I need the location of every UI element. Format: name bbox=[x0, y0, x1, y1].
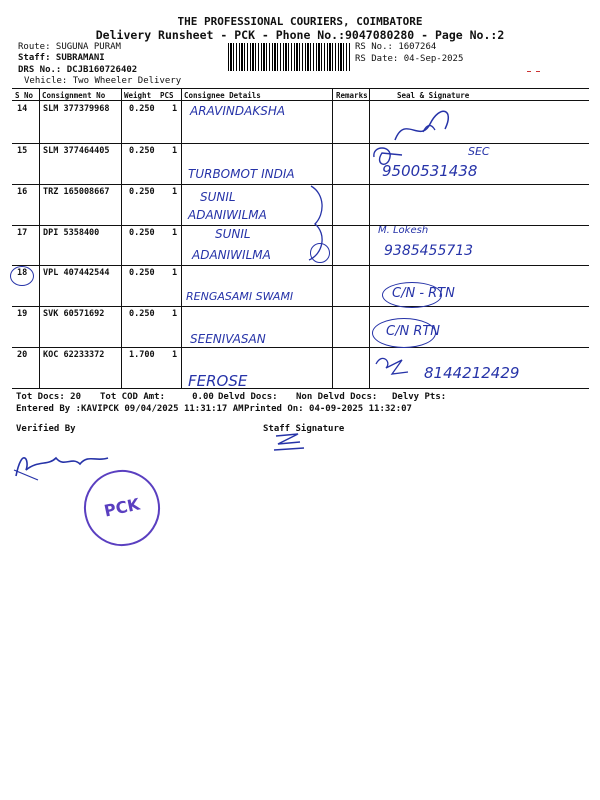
row-weight: 0.250 bbox=[129, 268, 155, 278]
company-title: THE PROFESSIONAL COURIERS, COIMBATORE bbox=[177, 15, 423, 28]
staff-signature-mark bbox=[270, 430, 310, 454]
col-sno: S No bbox=[15, 91, 34, 100]
col-remarks: Remarks bbox=[336, 91, 368, 100]
hand-consignee-20: FEROSE bbox=[188, 372, 248, 390]
row-sno: 16 bbox=[17, 187, 28, 197]
row-divider bbox=[12, 143, 589, 144]
row-consignment: KOC 62233372 bbox=[43, 350, 105, 360]
row-pcs: 1 bbox=[172, 146, 178, 156]
hand-consignee-18: RENGASAMI SWAMI bbox=[186, 290, 294, 303]
col-weight: Weight bbox=[124, 91, 152, 100]
row-weight: 0.250 bbox=[129, 187, 155, 197]
pck-stamp: PCK bbox=[77, 463, 167, 553]
hand-seal-20: 8144212429 bbox=[424, 364, 520, 382]
row-consignment: SLM 377379968 bbox=[43, 104, 110, 114]
row-divider bbox=[12, 306, 589, 307]
row-pcs: 1 bbox=[172, 268, 178, 278]
row-divider bbox=[12, 265, 589, 266]
row-sno: 14 bbox=[17, 104, 28, 114]
row-consignment: TRZ 165008667 bbox=[43, 187, 110, 197]
hand-seal-18: C/N - RTN bbox=[392, 286, 455, 301]
col-seal: Seal & Signature bbox=[397, 91, 470, 100]
entered-by: Entered By :KAVIPCK 09/04/2025 11:31:17 AM bbox=[16, 404, 244, 414]
row-consignment: SLM 377464405 bbox=[43, 146, 110, 156]
tot-docs: Tot Docs: 20 bbox=[16, 392, 82, 402]
row-sno: 15 bbox=[17, 146, 28, 156]
row-weight: 1.700 bbox=[129, 350, 155, 360]
row-sno: 18 bbox=[17, 268, 28, 278]
barcode bbox=[228, 43, 350, 71]
signature-20 bbox=[372, 352, 412, 380]
tot-cod: Tot COD Amt: 0.00 bbox=[100, 392, 214, 402]
non-delvd-docs: Non Delvd Docs: bbox=[296, 392, 378, 402]
staff-label: Staff: SUBRAMANI bbox=[18, 53, 105, 63]
row-pcs: 1 bbox=[172, 228, 178, 238]
route-label: Route: SUGUNA PURAM bbox=[18, 42, 121, 52]
row-weight: 0.250 bbox=[129, 104, 155, 114]
hand-seal-15-a: SEC bbox=[468, 145, 490, 158]
staff-signature-label: Staff Signature bbox=[263, 424, 345, 434]
verified-by-label: Verified By bbox=[16, 424, 76, 434]
rs-date: RS Date: 04-Sep-2025 bbox=[355, 54, 464, 64]
col-pcs: PCS bbox=[160, 91, 174, 100]
hand-seal-17-a: M. Lokesh bbox=[378, 225, 429, 236]
delvd-docs: Delvd Docs: bbox=[218, 392, 278, 402]
row-pcs: 1 bbox=[172, 350, 178, 360]
row-sno: 17 bbox=[17, 228, 28, 238]
row-weight: 0.250 bbox=[129, 309, 155, 319]
runsheet-title: Delivery Runsheet - PCK - Phone No.:9047080280 - Page No.:2 bbox=[95, 28, 505, 42]
circle-mark bbox=[310, 243, 330, 263]
row-weight: 0.250 bbox=[129, 228, 155, 238]
hand-seal-19: C/N RTN bbox=[386, 324, 441, 339]
printed-on: Printed On: 04-09-2025 11:32:07 bbox=[244, 404, 412, 414]
col-consignment: Consignment No bbox=[42, 91, 106, 100]
row-consignment: VPL 407442544 bbox=[43, 268, 110, 278]
row-sno: 19 bbox=[17, 309, 28, 319]
hand-consignee-14: ARAVINDAKSHA bbox=[190, 104, 286, 118]
hand-seal-17-b: 9385455713 bbox=[384, 243, 474, 259]
hand-consignee-19: SEENIVASAN bbox=[190, 332, 266, 346]
rs-number: RS No.: 1607264 bbox=[355, 42, 437, 52]
vehicle-label: Vehicle: Two Wheeler Delivery bbox=[24, 76, 182, 86]
row-divider bbox=[12, 184, 589, 185]
row-pcs: 1 bbox=[172, 187, 178, 197]
row-consignment: DPI 5358400 bbox=[43, 228, 100, 238]
hand-consignee-15: TURBOMOT INDIA bbox=[188, 167, 295, 181]
row-divider bbox=[12, 225, 589, 226]
col-consignee: Consignee Details bbox=[184, 91, 261, 100]
hand-consignee-17-b: ADANIWILMA bbox=[192, 248, 271, 262]
row-weight: 0.250 bbox=[129, 146, 155, 156]
row-divider bbox=[12, 347, 589, 348]
hand-consignee-17-a: SUNIL bbox=[215, 227, 251, 241]
hand-seal-15-b: 9500531438 bbox=[382, 162, 478, 180]
hand-consignee-16-a: SUNIL bbox=[200, 190, 236, 204]
delvy-pts: Delvy Pts: bbox=[392, 392, 447, 402]
row-18-circle bbox=[10, 266, 34, 286]
row-pcs: 1 bbox=[172, 104, 178, 114]
drs-number: DRS No.: DCJB160726402 bbox=[18, 65, 138, 75]
hand-consignee-16-b: ADANIWILMA bbox=[188, 208, 267, 222]
row-pcs: 1 bbox=[172, 309, 178, 319]
row-consignment: SVK 60571692 bbox=[43, 309, 105, 319]
row-sno: 20 bbox=[17, 350, 28, 360]
